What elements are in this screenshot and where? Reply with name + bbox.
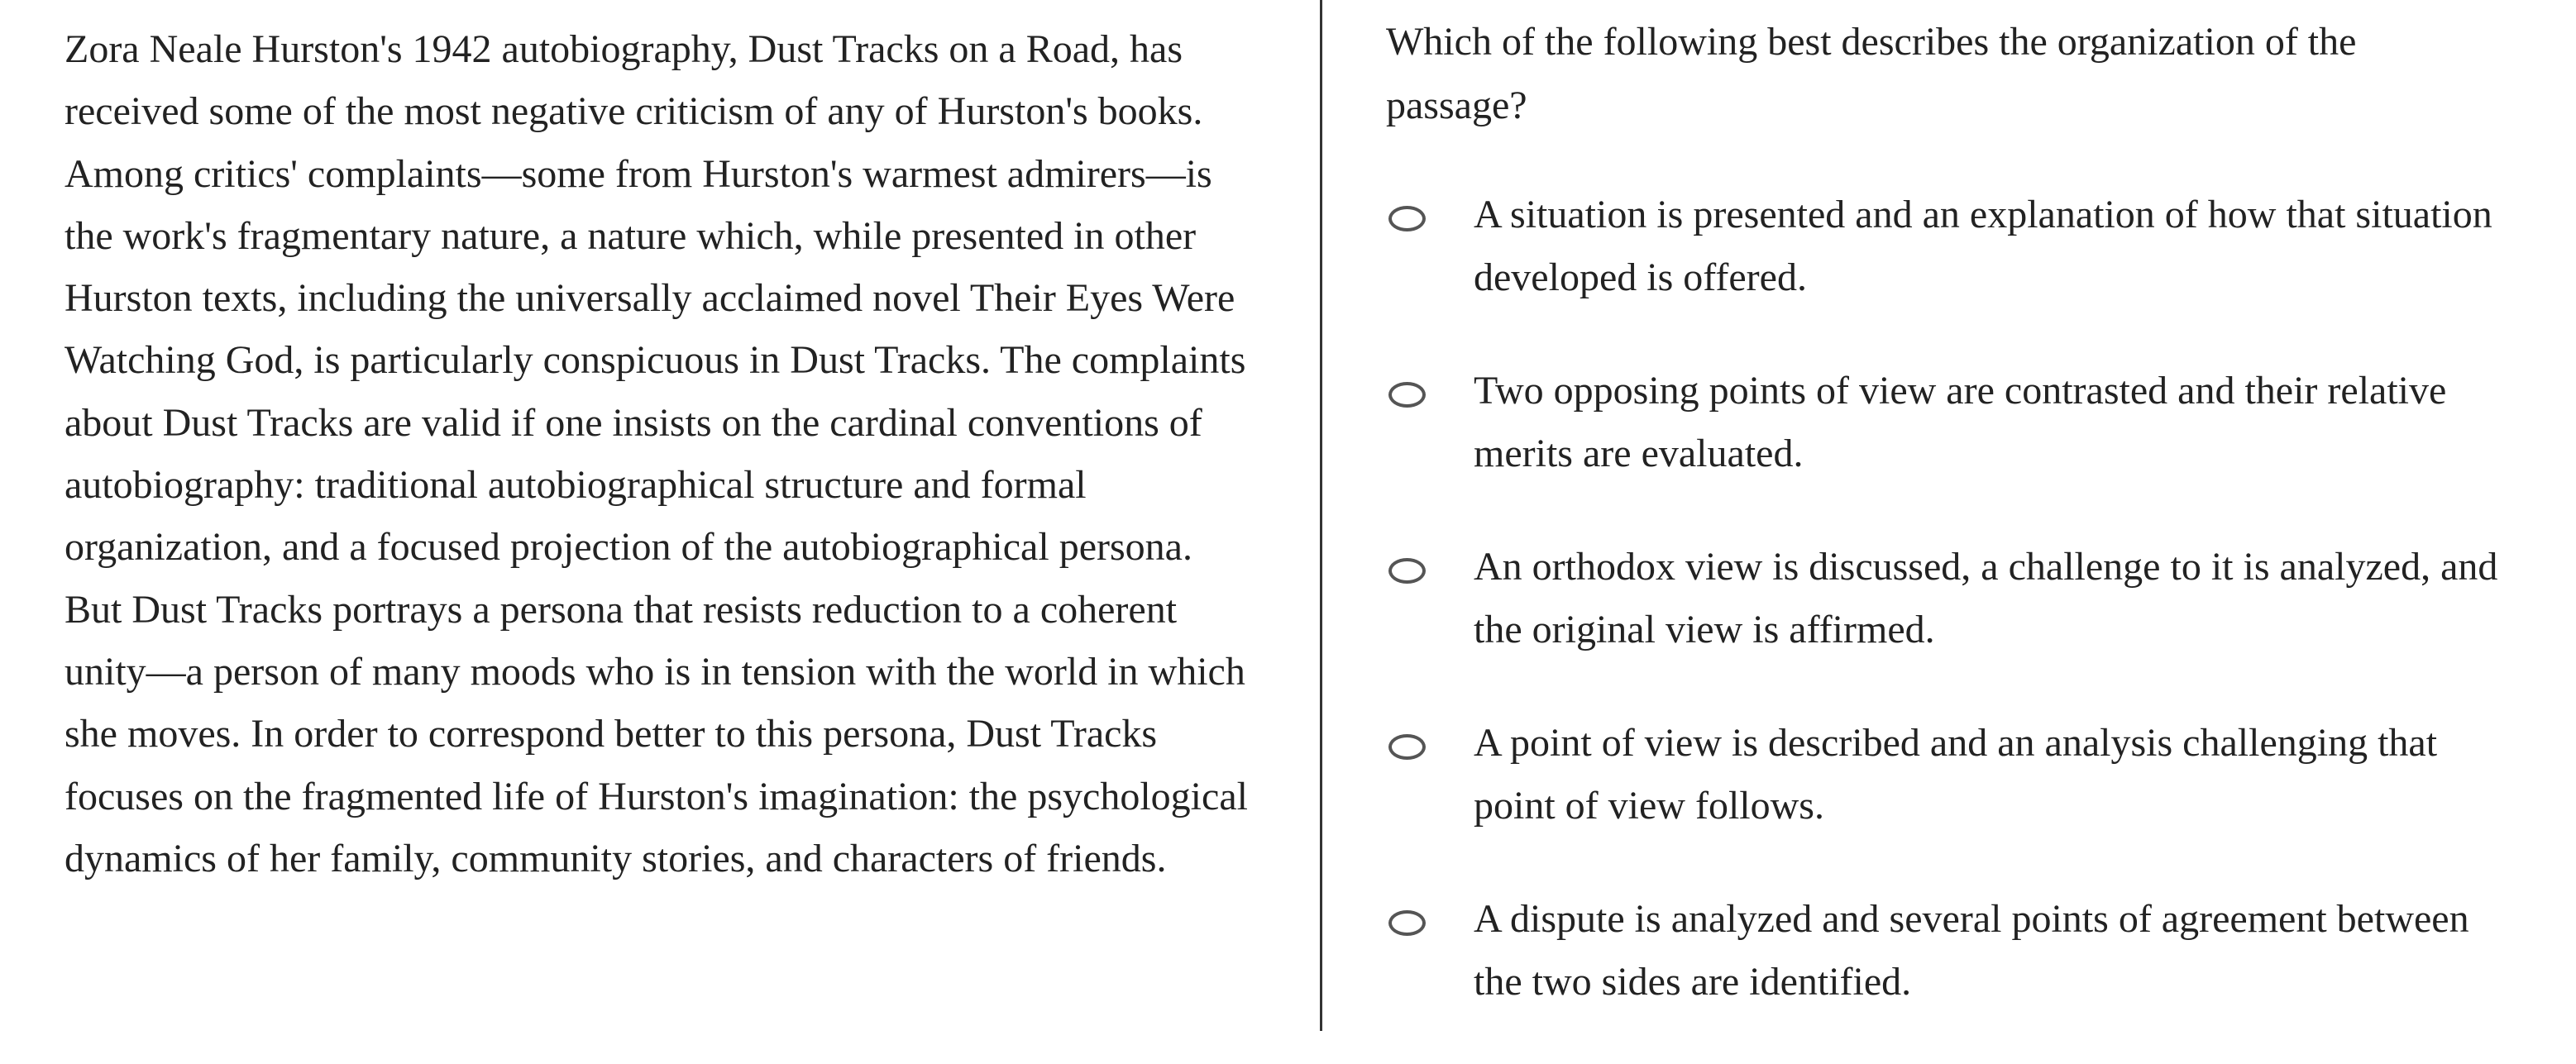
answer-choice-label[interactable]: Two opposing points of view are contrasted and their relative merits are evaluated. [1474,369,2447,475]
radio-button-icon[interactable] [1388,206,1426,231]
answer-choice-3[interactable] [1386,536,2511,712]
answer-choice-2[interactable] [1386,360,2511,536]
answer-choice-5[interactable] [1386,888,2511,1064]
answer-choice-4[interactable] [1386,712,2511,888]
radio-button-icon[interactable] [1388,734,1426,760]
answer-choice-label[interactable]: A situation is presented and an explanation of how that situation developed is offered. [1474,193,2492,299]
radio-button-icon[interactable] [1388,558,1426,584]
answer-choice-label[interactable]: An orthodox view is discussed, a challenge to it is analyzed, and the original view is affirmed. [1474,545,2498,651]
answer-choice-label[interactable]: A point of view is described and an analysis challenging that point of view follows. [1474,721,2438,828]
pane-divider [1320,0,1322,1031]
radio-button-icon[interactable] [1388,910,1426,936]
answer-choices [1386,184,2511,1064]
question-stem: Which of the following best describes the organization of the passage? [1386,20,2357,127]
passage-text: Zora Neale Hurston's 1942 autobiography, Dust Tracks on a Road, has received some of the most negative criticism of any of Hurston's books. Among critics' complaints—some from Hurston's warmest admirers—is the work's fragmentary nature, a nature which, while presented in other Hurston texts, including the universally acclaimed novel Their Eyes Were Watching God, is particularly conspicuous in Dust Tracks. The complaints about Dust Tracks are valid if one insists on the cardinal conventions of autobiography: traditional autobiographical structure and formal organization, and a focused projection of the autobiographical persona. But Dust Tracks portrays a persona that resists reduction to a coherent unity—a person of many moods who is in tension with the world in which she moves. In order to correspond better to this persona, Dust Tracks focuses on the fragmented life of Hurston's imagination: the psychological dynamics of her family, community stories, and characters of friends. [65,27,1248,880]
radio-button-icon[interactable] [1388,382,1426,408]
answer-choice-1[interactable] [1386,184,2511,360]
answer-choice-label[interactable]: A dispute is analyzed and several points of agreement between the two sides are identified. [1474,897,2469,1004]
